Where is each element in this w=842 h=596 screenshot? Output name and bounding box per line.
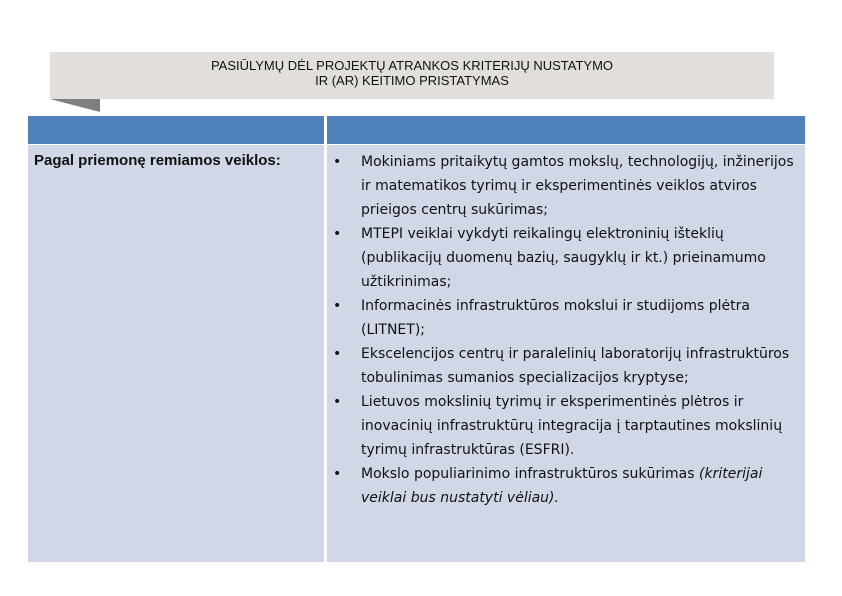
header-cell-left bbox=[28, 116, 324, 144]
bullet-icon: • bbox=[333, 346, 342, 362]
list-item-text: Mokslo populiarinimo infrastruktūros sukūrimas bbox=[361, 466, 695, 482]
table-header-row bbox=[28, 116, 805, 144]
bullet-icon: • bbox=[333, 226, 342, 242]
list-item bbox=[333, 294, 797, 342]
bullet-icon: • bbox=[333, 394, 342, 410]
body-cell-left bbox=[28, 145, 324, 562]
list-item bbox=[333, 222, 797, 294]
list-item bbox=[333, 150, 797, 222]
list-item bbox=[333, 342, 797, 390]
list-item-text: Ekscelencijos centrų ir paralelinių laboratorijų infrastruktūros tobulinimas sumanios specializacijos kryptyse; bbox=[361, 346, 790, 386]
supported-activities-label: Pagal priemonę remiamos veiklos: bbox=[34, 152, 281, 169]
activities-table bbox=[28, 116, 805, 562]
list-item-text: MTEPI veiklai vykdyti reikalingų elektroninių išteklių (publikacijų duomenų bazių, saugyklų ir kt.) prieinamumo užtikrinimas; bbox=[361, 226, 766, 290]
list-item bbox=[333, 462, 797, 510]
bullet-icon: • bbox=[333, 298, 342, 314]
title-banner bbox=[50, 52, 774, 99]
title-line-1: PASIŪLYMŲ DĖL PROJEKTŲ ATRANKOS KRITERIJŲ NUSTATYMO bbox=[210, 58, 614, 73]
list-item-text: Informacinės infrastruktūros mokslui ir studijoms plėtra (LITNET); bbox=[361, 298, 750, 338]
activities-list bbox=[333, 150, 797, 510]
list-item-note: (kriterijai veiklai bus nustatyti vėliau). bbox=[361, 466, 763, 506]
title-line-2: IR (AR) KEITIMO PRISTATYMAS bbox=[315, 73, 509, 88]
bullet-icon: • bbox=[333, 466, 342, 482]
header-cell-right bbox=[327, 116, 805, 144]
list-item-text: Mokiniams pritaikytų gamtos mokslų, technologijų, inžinerijos ir matematikos tyrimų ir eksperimentinės veiklos atviros prieigos centrų sukūrimas; bbox=[361, 154, 794, 218]
bullet-icon: • bbox=[333, 154, 342, 170]
banner-tail-decoration bbox=[50, 99, 100, 112]
list-item bbox=[333, 390, 797, 462]
body-cell-right bbox=[327, 145, 805, 562]
table-body-row bbox=[28, 145, 805, 562]
list-item-text: Lietuvos mokslinių tyrimų ir eksperimentinės plėtros ir inovacinių infrastruktūrų integracija į tarptautines mokslinių tyrimų infrastruktūras (ESFRI). bbox=[361, 394, 783, 458]
